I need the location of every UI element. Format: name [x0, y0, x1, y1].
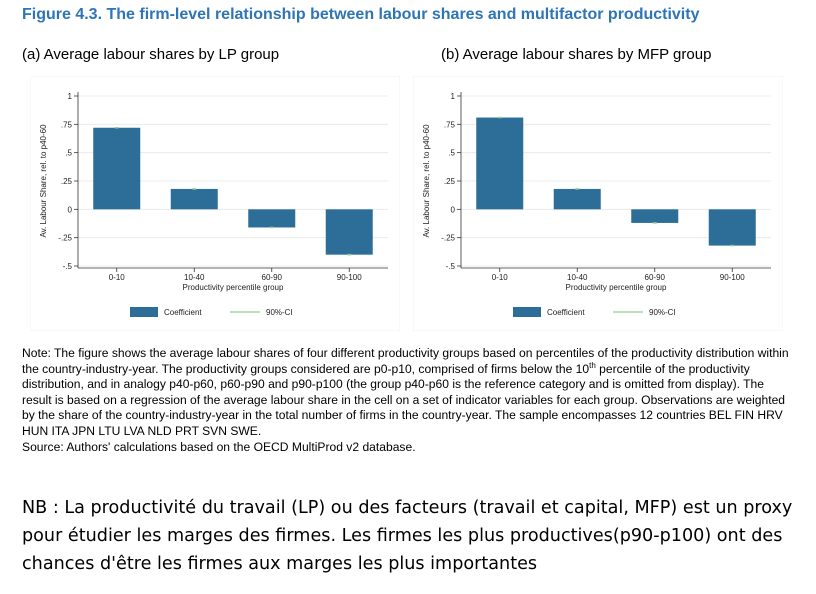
- y-tick-label: .25: [60, 177, 72, 186]
- note-text-part1: Note: The figure shows the average labour shares of four different productivity groups based on percentiles of the productivity distribution within the country-industry-year. The productivity groups considered are p0-p10, comprised of firms below the 10: [22, 346, 789, 376]
- y-tick-label: 1: [67, 92, 72, 101]
- y-tick-label: 1: [450, 92, 455, 101]
- note-text-part2: percentile of the productivity distribution, and in analogy p40-p60, p60-p90 and p90-p100 (the group p40-p60 is the reference category and is omitted from display). The result is based on a regression of the average labour share in the cell on a set of indicator variables for each group. Observations are weighted by the share of the country-industry-year in the total number of firms in the country-year. The sample encompasses 12 countries BEL FIN HRV HUN ITA JPN LTU LVA NLD PRT SVN SWE.: [22, 361, 786, 438]
- x-tick-label: 60-90: [644, 273, 665, 282]
- y-tick-label: .75: [443, 120, 455, 130]
- x-tick-label: 0-10: [491, 273, 508, 282]
- bar-0-10: [93, 128, 140, 210]
- chart-panel-b: [413, 76, 783, 331]
- bar-0-10: [476, 118, 523, 210]
- y-tick-label: 0: [450, 205, 455, 215]
- x-tick-label: 0-10: [108, 273, 125, 282]
- y-tick-label: -.25: [441, 233, 455, 243]
- bar-60-90: [631, 209, 678, 223]
- chart-b-svg: [413, 76, 783, 331]
- y-tick-label: -.5: [62, 262, 72, 271]
- bar-90-100: [326, 209, 373, 254]
- bar-90-100: [709, 209, 756, 245]
- bar-10-40: [554, 189, 601, 209]
- bar-60-90: [248, 209, 295, 227]
- legend-label-coefficient: Coefficient: [547, 308, 585, 317]
- y-axis-label: Av. Labour Share, rel. to p40-60: [422, 124, 431, 238]
- y-axis-label: Av. Labour Share, rel. to p40-60: [39, 124, 48, 238]
- x-tick-label: 90-100: [336, 273, 362, 282]
- y-tick-label: .75: [60, 120, 72, 130]
- source-text: Source: Authors' calculations based on the OECD MultiProd v2 database.: [22, 439, 416, 454]
- y-tick-label: .5: [448, 148, 455, 158]
- x-tick-label: 90-100: [719, 273, 745, 282]
- panel-b-title: (b) Average labour shares by MFP group: [441, 46, 712, 63]
- nb-text: NB : La productivité du travail (LP) ou des facteurs (travail et capital, MFP) est un proxy pour étudier les marges des firmes. Les firmes les plus productives(p90-p100) ont des chances d'être les firmes aux marges les plus importantes: [22, 498, 793, 574]
- y-tick-label: .25: [443, 177, 455, 186]
- legend-swatch-coefficient: [513, 307, 541, 317]
- x-tick-label: 10-40: [567, 273, 588, 282]
- y-tick-label: -.25: [58, 233, 72, 243]
- y-tick-label: -.5: [445, 262, 455, 271]
- chart-a-svg: [30, 76, 400, 331]
- x-tick-label: 60-90: [261, 273, 282, 282]
- note-superscript: th: [589, 360, 596, 370]
- x-tick-label: 10-40: [184, 273, 205, 282]
- figure-note: [22, 346, 796, 455]
- bar-10-40: [171, 189, 218, 209]
- y-tick-label: .5: [65, 148, 72, 158]
- chart-panel-a: [30, 76, 400, 331]
- legend-label-ci: 90%-CI: [266, 308, 293, 317]
- x-axis-label: Productivity percentile group: [182, 283, 284, 292]
- panel-a-title: (a) Average labour shares by LP group: [22, 46, 280, 63]
- note-text: [22, 346, 796, 440]
- y-tick-label: 0: [67, 205, 72, 215]
- legend-label-coefficient: Coefficient: [164, 308, 202, 317]
- legend-label-ci: 90%-CI: [649, 308, 676, 317]
- x-axis-label: Productivity percentile group: [565, 283, 667, 292]
- legend-swatch-coefficient: [130, 307, 158, 317]
- figure-title: Figure 4.3. The firm-level relationship between labour shares and multifactor productivity: [22, 6, 700, 23]
